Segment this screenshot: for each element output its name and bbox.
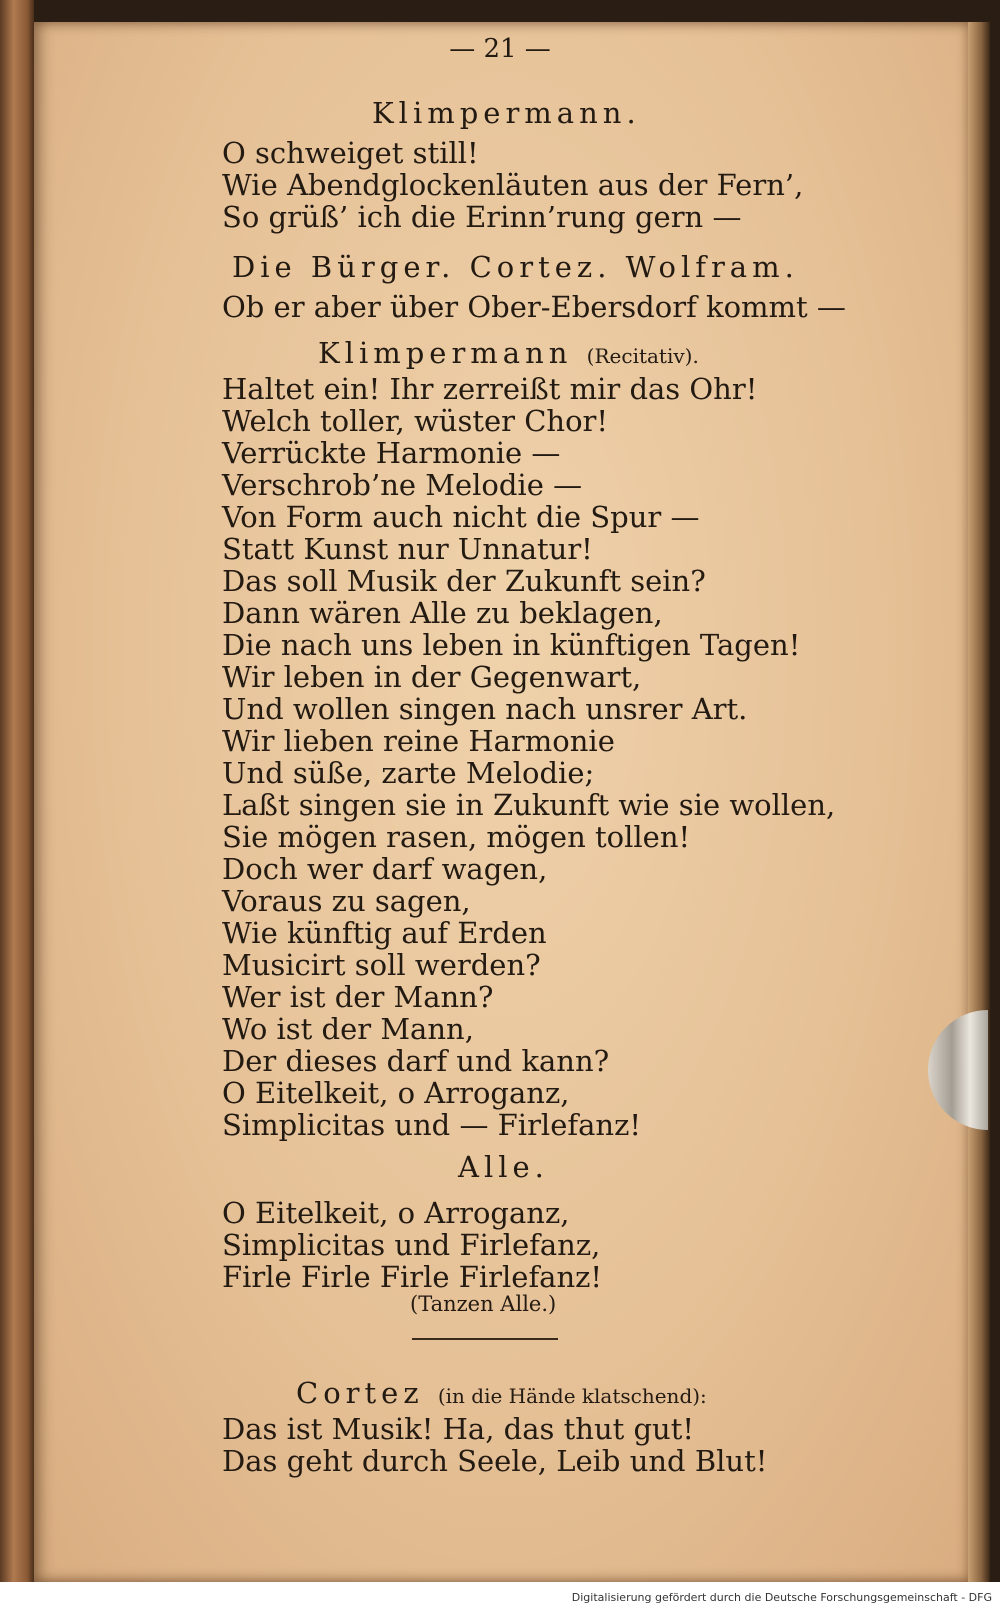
verse-line: Doch wer darf wagen, [222, 852, 548, 886]
verse-line: Wo ist der Mann, [222, 1012, 474, 1046]
verse-line: Laßt singen sie in Zukunft wie sie wollen, [222, 788, 836, 822]
verse-line: Wie künftig auf Erden [222, 916, 547, 950]
speaker-cortez [296, 1376, 707, 1410]
verse-line: Statt Kunst nur Unnatur! [222, 532, 593, 566]
speaker-buerger: Die Bürger. Cortez. Wolfram. [232, 250, 799, 284]
verse-line: Voraus zu sagen, [222, 884, 471, 918]
stage-direction: (Recitativ). [586, 344, 699, 368]
page-edge [968, 22, 990, 1582]
verse-line: O Eitelkeit, o Arroganz, [222, 1076, 570, 1110]
speaker-name: Cortez [296, 1376, 424, 1410]
verse-line: Firle Firle Firle Firlefanz! [222, 1260, 603, 1294]
footer-credit: Digitalisierung gefördert durch die Deutsche Forschungsgemeinschaft - DFG [571, 1591, 992, 1604]
verse-line: O schweiget still! [222, 136, 479, 170]
verse-line: Wie Abendglockenläuten aus der Fern’, [222, 168, 804, 202]
verse-line: Wer ist der Mann? [222, 980, 494, 1014]
verse-line: Von Form auch nicht die Spur — [222, 500, 700, 534]
book-spine [0, 0, 34, 1610]
stage-direction: (in die Hände klatschend): [437, 1384, 707, 1408]
verse-line: Das ist Musik! Ha, das thut gut! [222, 1412, 695, 1446]
verse-line: Wir leben in der Gegenwart, [222, 660, 642, 694]
section-divider [412, 1338, 558, 1340]
stage-direction: (Tanzen Alle.) [410, 1292, 557, 1316]
verse-line: Und süße, zarte Melodie; [222, 756, 595, 790]
verse-line: O Eitelkeit, o Arroganz, [222, 1196, 570, 1230]
verse-line: Das soll Musik der Zukunft sein? [222, 564, 706, 598]
verse-line: Musicirt soll werden? [222, 948, 541, 982]
speaker-name: Klimpermann [318, 336, 573, 370]
verse-line: Welch toller, wüster Chor! [222, 404, 609, 438]
verse-line: Verschrob’ne Melodie — [222, 468, 583, 502]
verse-line: Simplicitas und — Firlefanz! [222, 1108, 641, 1142]
page-number: — 21 — [449, 34, 551, 64]
speaker-klimpermann-recitativ [318, 336, 699, 370]
verse-line: Ob er aber über Ober-Ebersdorf kommt — [222, 290, 846, 324]
verse-line: Und wollen singen nach unsrer Art. [222, 692, 748, 726]
verse-line: Sie mögen rasen, mögen tollen! [222, 820, 691, 854]
verse-line: So grüß’ ich die Erinn’rung gern — [222, 200, 742, 234]
footer-bar [0, 1582, 1000, 1610]
verse-line: Haltet ein! Ihr zerreißt mir das Ohr! [222, 372, 758, 406]
verse-line: Wir lieben reine Harmonie [222, 724, 615, 758]
speaker-alle: Alle. [458, 1150, 549, 1184]
speaker-klimpermann: Klimpermann. [372, 96, 641, 130]
verse-line: Dann wären Alle zu beklagen, [222, 596, 663, 630]
verse-line: Der dieses darf und kann? [222, 1044, 610, 1078]
verse-line: Simplicitas und Firlefanz, [222, 1228, 601, 1262]
verse-line: Verrückte Harmonie — [222, 436, 561, 470]
verse-line: Die nach uns leben in künftigen Tagen! [222, 628, 801, 662]
verse-line: Das geht durch Seele, Leib und Blut! [222, 1444, 768, 1478]
